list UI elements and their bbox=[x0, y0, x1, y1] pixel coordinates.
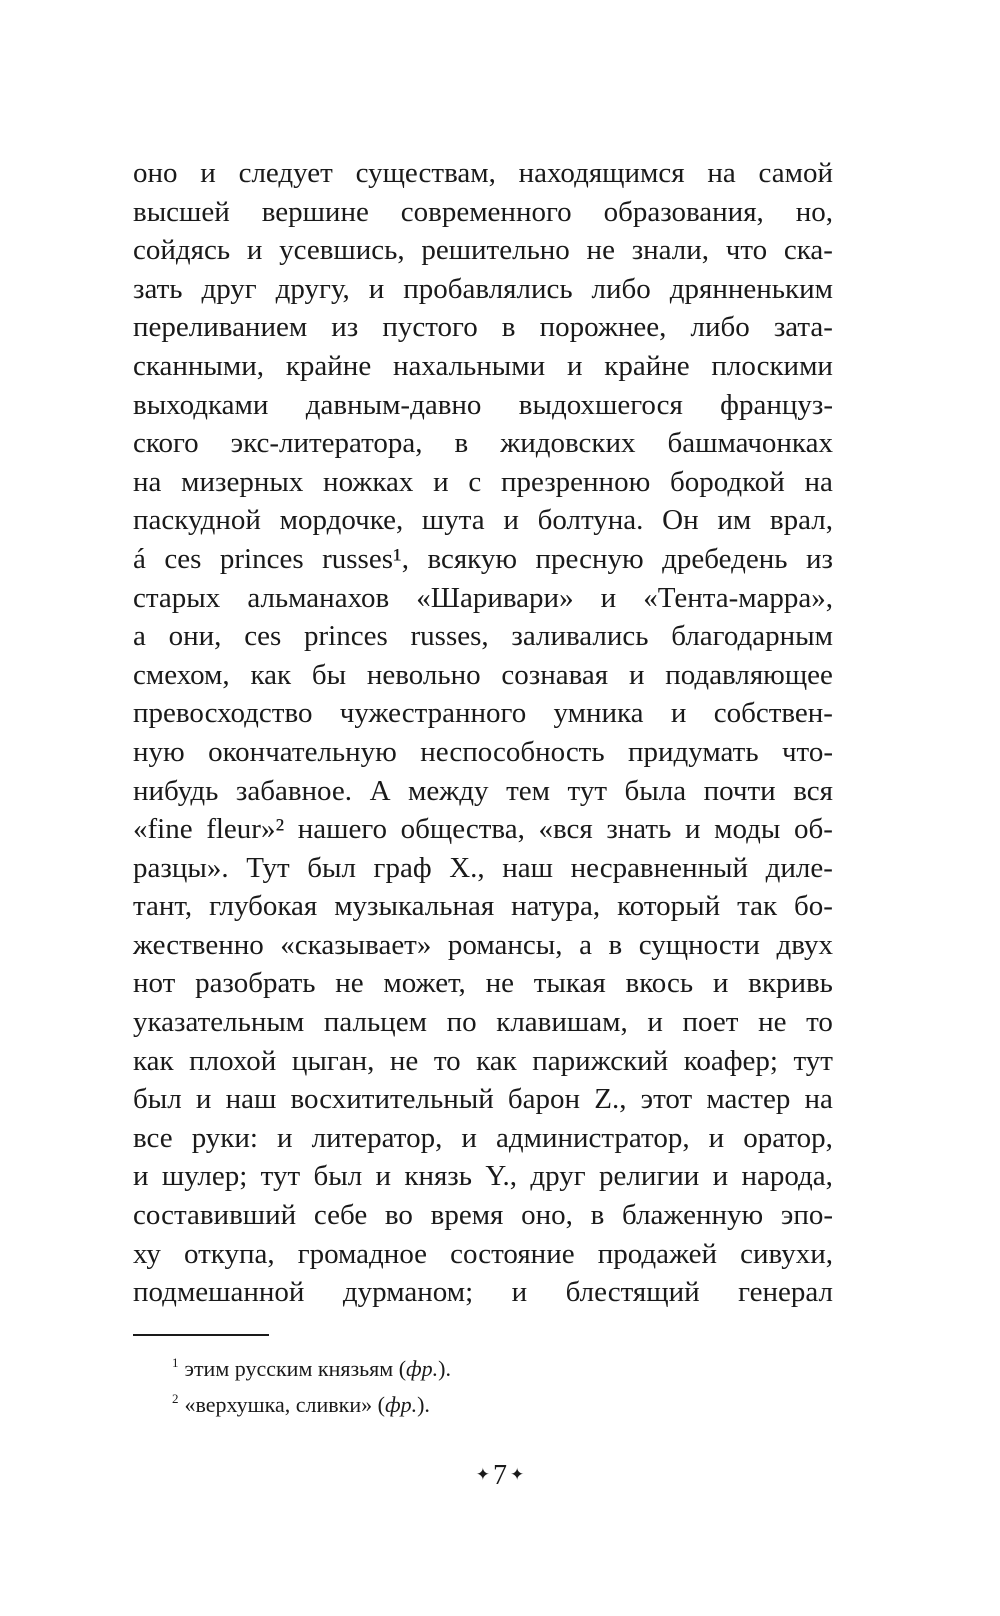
text-line bbox=[133, 424, 833, 463]
word: альманахов bbox=[247, 581, 390, 614]
word: не bbox=[485, 967, 514, 1000]
word: по bbox=[446, 1006, 477, 1039]
word: натура, bbox=[511, 890, 601, 923]
word: сойдясь bbox=[133, 234, 231, 267]
word: на bbox=[707, 157, 736, 189]
word: друг bbox=[201, 272, 257, 305]
word: подавляющее bbox=[665, 658, 833, 691]
word: превосходство bbox=[133, 697, 313, 730]
text-line bbox=[133, 501, 833, 540]
word: поет bbox=[682, 1006, 739, 1039]
word: тем bbox=[506, 774, 550, 807]
word: высшей bbox=[133, 195, 230, 228]
word: они, bbox=[168, 620, 222, 653]
text-line bbox=[133, 617, 833, 656]
word: оно bbox=[133, 157, 178, 189]
footnote-2 bbox=[172, 1384, 451, 1420]
word: переливанием bbox=[133, 311, 308, 344]
word: оно, bbox=[521, 1199, 573, 1232]
text-line bbox=[133, 810, 833, 849]
word: не bbox=[389, 1044, 419, 1077]
text-line bbox=[133, 1119, 833, 1158]
word: и bbox=[433, 465, 449, 498]
text-line bbox=[133, 193, 833, 232]
word: усевшись, bbox=[279, 234, 405, 267]
word: современного bbox=[400, 195, 572, 228]
word: ху bbox=[133, 1237, 161, 1270]
word: крайне bbox=[604, 349, 690, 382]
word: тант, bbox=[133, 890, 193, 923]
word: и bbox=[200, 157, 216, 189]
word: музыкальная bbox=[334, 890, 495, 923]
word: и bbox=[628, 658, 645, 691]
word: на bbox=[133, 465, 162, 498]
footnotes bbox=[172, 1348, 451, 1420]
word: и bbox=[712, 967, 729, 1000]
word: russes¹, bbox=[322, 542, 409, 575]
word: и bbox=[133, 1160, 149, 1193]
word: всякую bbox=[427, 542, 518, 575]
word: fleur»² bbox=[206, 813, 285, 846]
text-line bbox=[133, 386, 833, 425]
word: не bbox=[335, 967, 364, 1000]
word: может, bbox=[383, 967, 466, 1000]
word: барон bbox=[507, 1083, 581, 1116]
word: между bbox=[408, 774, 489, 807]
word: тут bbox=[793, 1044, 833, 1077]
word: была bbox=[624, 774, 687, 807]
word: плоскими bbox=[711, 349, 833, 382]
word: цыган, bbox=[291, 1044, 375, 1077]
word: француз- bbox=[720, 388, 833, 421]
word: как bbox=[133, 1044, 174, 1077]
text-line bbox=[133, 540, 833, 579]
word: придумать bbox=[627, 735, 759, 768]
word: и bbox=[566, 349, 583, 382]
word: об- bbox=[793, 813, 833, 846]
word: им bbox=[717, 504, 752, 537]
text-line bbox=[133, 347, 833, 386]
word: «вся bbox=[538, 813, 593, 846]
word: парижский bbox=[532, 1044, 669, 1077]
word: порожнее, bbox=[539, 311, 667, 344]
word: давным-давно bbox=[305, 388, 482, 421]
text-line bbox=[133, 1235, 833, 1274]
word: был bbox=[133, 1083, 182, 1116]
word: ского bbox=[133, 427, 199, 460]
word: несравненный bbox=[570, 851, 749, 884]
word: наш bbox=[502, 851, 553, 884]
text-line bbox=[133, 579, 833, 618]
word: во bbox=[384, 1199, 413, 1232]
word: разцы». bbox=[133, 851, 229, 884]
word: и bbox=[461, 1121, 477, 1154]
word: но, bbox=[795, 195, 833, 228]
word: Z., bbox=[594, 1083, 627, 1116]
word: паскудной bbox=[133, 504, 261, 537]
word: разобрать bbox=[195, 967, 316, 1000]
word: друг bbox=[530, 1160, 586, 1193]
word: глубокая bbox=[209, 890, 318, 923]
word: самой bbox=[758, 157, 833, 189]
word: двух bbox=[776, 928, 833, 961]
ornament-right-icon: ✦ bbox=[510, 1465, 525, 1484]
text-line bbox=[133, 772, 833, 811]
word: и bbox=[277, 1121, 293, 1154]
footnote-1-close: ). bbox=[438, 1356, 451, 1381]
word: тут bbox=[260, 1160, 301, 1193]
word: религии bbox=[598, 1160, 700, 1193]
word: администратор, bbox=[496, 1121, 690, 1154]
word: вершине bbox=[261, 195, 369, 228]
word: и bbox=[712, 1160, 729, 1193]
footnote-2-abbr: фр. bbox=[384, 1392, 418, 1417]
word: princes bbox=[304, 620, 388, 653]
word: существам, bbox=[355, 157, 496, 189]
word: окончательную bbox=[208, 735, 397, 768]
word: умника bbox=[553, 697, 644, 730]
word: и bbox=[708, 1121, 725, 1154]
word: сивухи, bbox=[740, 1237, 833, 1270]
word: и bbox=[195, 1083, 212, 1116]
footnote-2-text: «верхушка, сливки» ( bbox=[184, 1392, 385, 1417]
word: сущности bbox=[638, 928, 760, 961]
word: граф bbox=[373, 851, 432, 884]
word: пробавлялись bbox=[403, 272, 573, 305]
word: чужестранного bbox=[339, 697, 527, 730]
word: на bbox=[804, 1083, 833, 1116]
footnote-2-close: ). bbox=[417, 1392, 430, 1417]
word: мизерных bbox=[181, 465, 304, 498]
word: и bbox=[368, 272, 385, 305]
word: презренною bbox=[500, 465, 651, 498]
word: знать bbox=[606, 813, 672, 846]
text-line bbox=[133, 1196, 833, 1235]
word: оратор, bbox=[743, 1121, 833, 1154]
text-line bbox=[133, 1080, 833, 1119]
word: тут bbox=[567, 774, 607, 807]
word: ces bbox=[244, 620, 282, 653]
text-line bbox=[133, 308, 833, 347]
word: был bbox=[307, 851, 356, 884]
word: почти bbox=[703, 774, 776, 807]
text-line bbox=[133, 849, 833, 888]
word: следует bbox=[238, 157, 333, 189]
word: в bbox=[501, 311, 516, 344]
word: что bbox=[725, 234, 768, 267]
word: Тут bbox=[246, 851, 290, 884]
text-line bbox=[133, 231, 833, 270]
word: бородкой bbox=[669, 465, 785, 498]
word: подмешанной bbox=[133, 1276, 305, 1309]
word: на bbox=[804, 465, 833, 498]
word: и bbox=[600, 581, 617, 614]
word: «Тента-марра», bbox=[643, 581, 833, 614]
word: собствен- bbox=[713, 697, 833, 730]
text-line bbox=[133, 926, 833, 965]
text-line bbox=[133, 1157, 833, 1196]
word: дурманом; bbox=[342, 1276, 474, 1309]
word: романсы, bbox=[447, 928, 563, 961]
word: то bbox=[806, 1006, 833, 1039]
word: забавное. bbox=[235, 774, 353, 807]
word: сознавая bbox=[501, 658, 609, 691]
word: princes bbox=[219, 542, 304, 575]
word: шута bbox=[421, 504, 485, 537]
word: составивший bbox=[133, 1199, 297, 1232]
word: нахальными bbox=[392, 349, 546, 382]
word: в bbox=[608, 928, 623, 961]
word: народа, bbox=[741, 1160, 833, 1193]
ornament-left-icon: ✦ bbox=[475, 1465, 490, 1484]
body-text bbox=[133, 154, 833, 1312]
word: как bbox=[476, 1044, 517, 1077]
footnote-1-text: этим русским князьям ( bbox=[184, 1356, 407, 1381]
word: тыкая bbox=[533, 967, 606, 1000]
word: и bbox=[246, 234, 263, 267]
word: бо- bbox=[794, 890, 833, 923]
word: себе bbox=[313, 1199, 368, 1232]
word: из bbox=[331, 311, 359, 344]
word: врал, bbox=[769, 504, 833, 537]
word: невольно bbox=[366, 658, 481, 691]
word: благодарным bbox=[671, 620, 833, 653]
word: не bbox=[758, 1006, 787, 1039]
word: все bbox=[133, 1121, 173, 1154]
word: то bbox=[433, 1044, 461, 1077]
word: эпо- bbox=[780, 1199, 833, 1232]
word: коафер; bbox=[683, 1044, 778, 1077]
word: смехом, bbox=[133, 658, 230, 691]
text-line bbox=[133, 733, 833, 772]
word: общества, bbox=[400, 813, 525, 846]
word: вкось bbox=[625, 967, 694, 1000]
text-line bbox=[133, 1273, 833, 1312]
word: откупа, bbox=[183, 1237, 275, 1270]
word: экс-литератора, bbox=[230, 427, 423, 460]
word: дрянненьким bbox=[669, 272, 833, 305]
word: нашего bbox=[297, 813, 388, 846]
text-line bbox=[133, 154, 833, 193]
word: Y., bbox=[485, 1160, 518, 1193]
text-line bbox=[133, 1042, 833, 1081]
word: мастер bbox=[706, 1083, 791, 1116]
word: пресную bbox=[535, 542, 644, 575]
word: продажей bbox=[597, 1237, 718, 1270]
word: ces bbox=[164, 542, 202, 575]
word: из bbox=[806, 542, 833, 575]
word: а bbox=[133, 620, 146, 653]
word: зата- bbox=[773, 311, 833, 344]
word: руки: bbox=[191, 1121, 258, 1154]
word: «сказывает» bbox=[280, 928, 432, 961]
word: шулер; bbox=[161, 1160, 248, 1193]
word: нибудь bbox=[133, 774, 219, 807]
footnote-1-number: 1 bbox=[172, 1355, 179, 1370]
text-line bbox=[133, 694, 833, 733]
word: и bbox=[670, 697, 687, 730]
text-line bbox=[133, 964, 833, 1003]
word: время bbox=[430, 1199, 504, 1232]
word: другу, bbox=[275, 272, 350, 305]
word: и bbox=[511, 1276, 528, 1309]
word: состояние bbox=[450, 1237, 575, 1270]
word: зать bbox=[133, 272, 183, 305]
word: нот bbox=[133, 967, 176, 1000]
footnote-1-abbr: фр. bbox=[406, 1356, 439, 1381]
word: болтуна. bbox=[537, 504, 644, 537]
word: в bbox=[454, 427, 469, 460]
word: и bbox=[503, 504, 519, 537]
word: «fine bbox=[133, 813, 193, 846]
word: дребедень bbox=[662, 542, 788, 575]
word: и bbox=[647, 1006, 663, 1039]
word: указательным bbox=[133, 1006, 305, 1039]
word: этот bbox=[640, 1083, 693, 1116]
word: жидовских bbox=[500, 427, 636, 460]
word: генерал bbox=[738, 1276, 833, 1309]
word: выдохшегося bbox=[518, 388, 683, 421]
word: либо bbox=[591, 272, 651, 305]
word: бы bbox=[311, 658, 347, 691]
word: был bbox=[313, 1160, 363, 1193]
word: мордочке, bbox=[279, 504, 404, 537]
word: и bbox=[684, 813, 701, 846]
word: Он bbox=[662, 504, 699, 537]
word: старых bbox=[133, 581, 221, 614]
word: ска- bbox=[783, 234, 833, 267]
word: жественно bbox=[133, 928, 264, 961]
word: russes, bbox=[410, 620, 489, 653]
word: вся bbox=[793, 774, 833, 807]
word: наш bbox=[225, 1083, 277, 1116]
word: блаженную bbox=[622, 1199, 764, 1232]
word: князь bbox=[404, 1160, 472, 1193]
word: литератор, bbox=[311, 1121, 443, 1154]
word: á bbox=[133, 542, 146, 575]
word: образования, bbox=[603, 195, 764, 228]
page-number-value: 7 bbox=[493, 1460, 507, 1491]
footnote-separator bbox=[133, 1334, 269, 1336]
word: и bbox=[375, 1160, 392, 1193]
word: «Шаривари» bbox=[416, 581, 574, 614]
word: пальцем bbox=[323, 1006, 427, 1039]
footnote-2-number: 2 bbox=[172, 1391, 179, 1406]
text-line bbox=[133, 270, 833, 309]
word: знали, bbox=[631, 234, 710, 267]
word: что- bbox=[781, 735, 833, 768]
text-line bbox=[133, 1003, 833, 1042]
word: восхитительный bbox=[290, 1083, 494, 1116]
word: моды bbox=[714, 813, 781, 846]
text-line bbox=[133, 887, 833, 926]
word: ную bbox=[133, 735, 185, 768]
word: выходками bbox=[133, 388, 269, 421]
word: А bbox=[369, 774, 391, 807]
word: пустого bbox=[382, 311, 478, 344]
word: с bbox=[468, 465, 482, 498]
word: находящимся bbox=[518, 157, 685, 189]
word: ножках bbox=[323, 465, 414, 498]
page-number bbox=[0, 1460, 1000, 1492]
word: в bbox=[590, 1199, 605, 1232]
word: который bbox=[617, 890, 721, 923]
word: Х., bbox=[449, 851, 485, 884]
word: решительно bbox=[421, 234, 570, 267]
word: блестящий bbox=[565, 1276, 700, 1309]
word: как bbox=[250, 658, 292, 691]
word: так bbox=[737, 890, 778, 923]
word: башмачонках bbox=[667, 427, 833, 460]
word: клавишам, bbox=[496, 1006, 628, 1039]
text-line bbox=[133, 463, 833, 502]
footnote-1 bbox=[172, 1348, 451, 1384]
text-line bbox=[133, 656, 833, 695]
word: плохой bbox=[189, 1044, 277, 1077]
word: крайне bbox=[285, 349, 372, 382]
word: сканными, bbox=[133, 349, 265, 382]
word: а bbox=[579, 928, 592, 961]
word: не bbox=[586, 234, 615, 267]
word: вкривь bbox=[748, 967, 833, 1000]
word: либо bbox=[690, 311, 750, 344]
word: заливались bbox=[511, 620, 649, 653]
word: диле- bbox=[765, 851, 833, 884]
word: громадное bbox=[297, 1237, 428, 1270]
word: неспособность bbox=[420, 735, 605, 768]
